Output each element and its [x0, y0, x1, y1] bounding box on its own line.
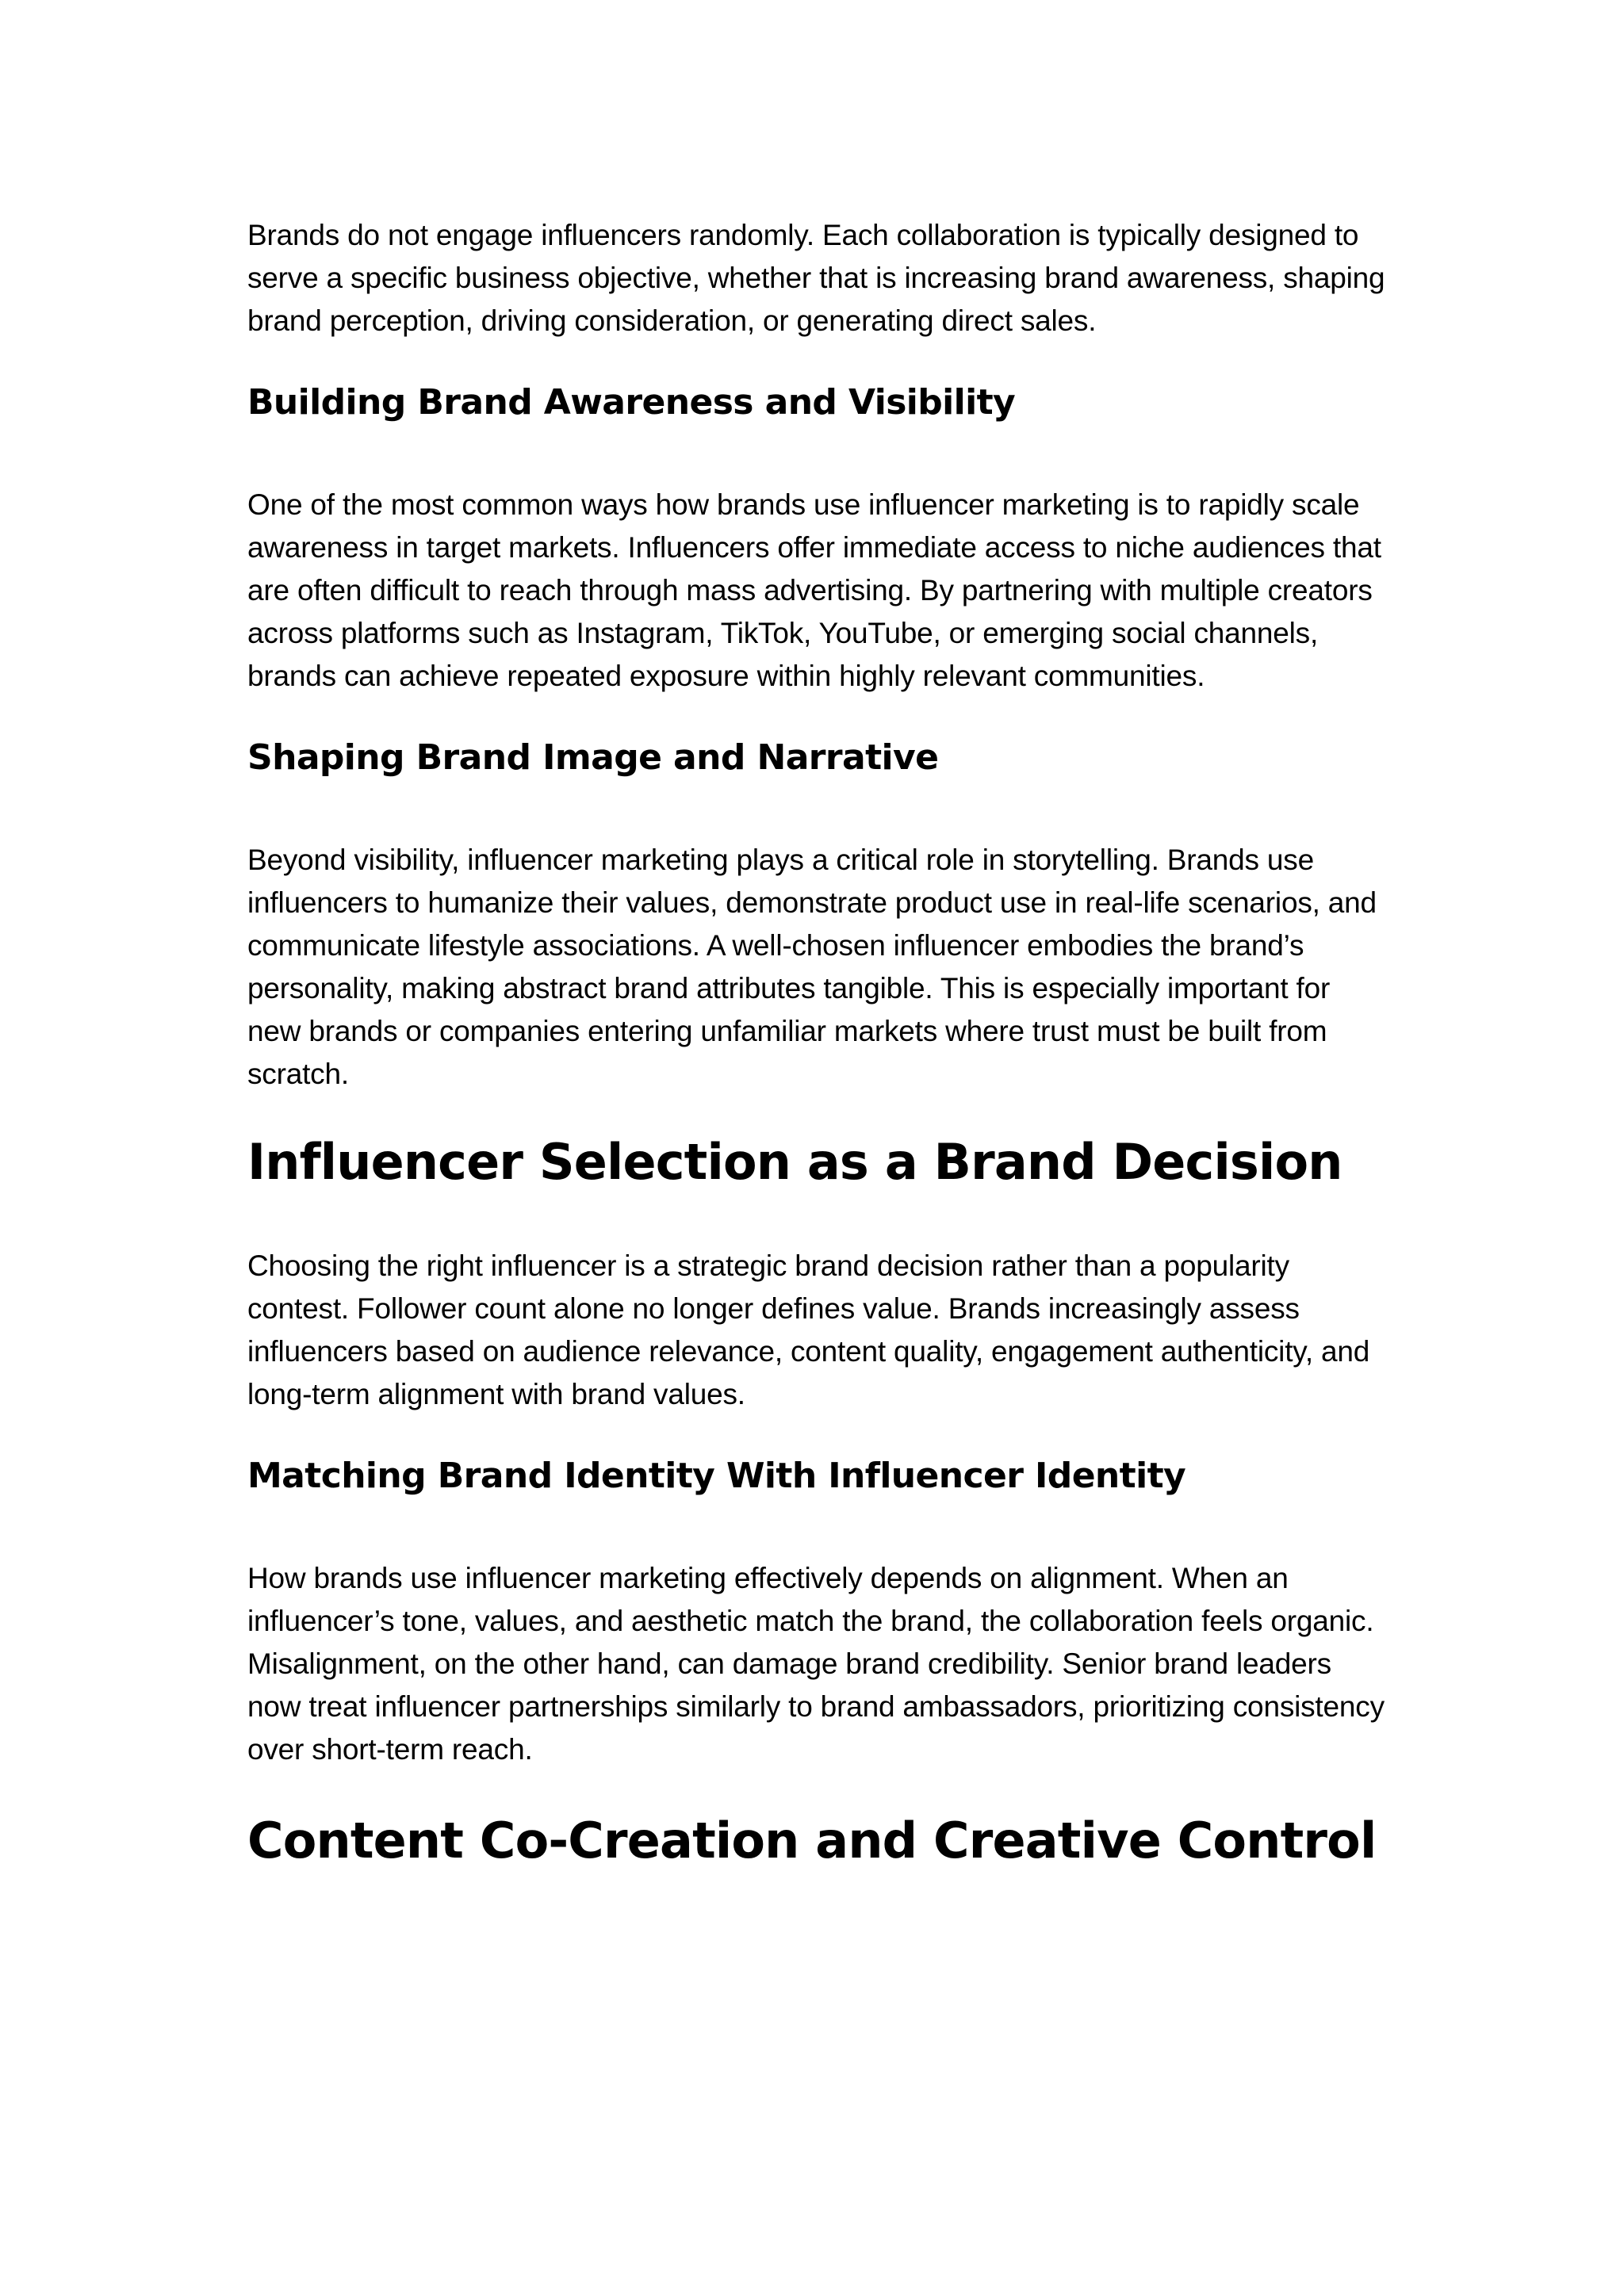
paragraph-objectives: Brands do not engage influencers randomly. Each collaboration is typically designed to serve a specific business objective, whether that is increasing brand awareness, shaping brand perception, driving consideration, or generating direct sales.: [247, 219, 1385, 337]
paragraph-brand-image: Beyond visibility, influencer marketing plays a critical role in storytelling. Brands use influencers to humanize their values, demonstrate product use in real-life scenarios, and communicate lifestyle associations. A well-chosen influencer embodies the brand’s personality, making abstract brand attributes tangible. This is especially important for new brands or companies entering unfamiliar markets where trust must be built from scratch.: [247, 844, 1377, 1090]
paragraph-influencer-selection: Choosing the right influencer is a strategic brand decision rather than a popularity contest. Follower count alone no longer defines value. Brands increasingly assess influencers based on audience relevance, content quality, engagement authenticity, and long-term alignment with brand values.: [247, 1249, 1370, 1410]
heading-influencer-selection: Influencer Selection as a Brand Decision: [247, 1133, 1342, 1191]
heading-identity-matching: Matching Brand Identity With Influencer Identity: [247, 1456, 1186, 1496]
paragraph-identity-matching: How brands use influencer marketing effectively depends on alignment. When an influencer’s tone, values, and aesthetic match the brand, the collaboration feels organic. Misalignment, on the other hand, can damage brand credibility. Senior brand leaders now treat influencer partnerships similarly to brand ambassadors, prioritizing consistency over short-term reach.: [247, 1562, 1385, 1766]
document-page: [247, 214, 1389, 1871]
paragraph-brand-awareness: One of the most common ways how brands use influencer marketing is to rapidly scale awareness in target markets. Influencers offer immediate access to niche audiences that are often difficult to reach through mass advertising. By partnering with multiple creators across platforms such as Instagram, TikTok, YouTube, or emerging social channels, brands can achieve repeated exposure within highly relevant communities.: [247, 488, 1381, 692]
heading-brand-awareness: Building Brand Awareness and Visibility: [247, 382, 1016, 423]
heading-brand-image: Shaping Brand Image and Narrative: [247, 737, 939, 778]
heading-content-co-creation: Content Co-Creation and Creative Control: [247, 1812, 1377, 1869]
